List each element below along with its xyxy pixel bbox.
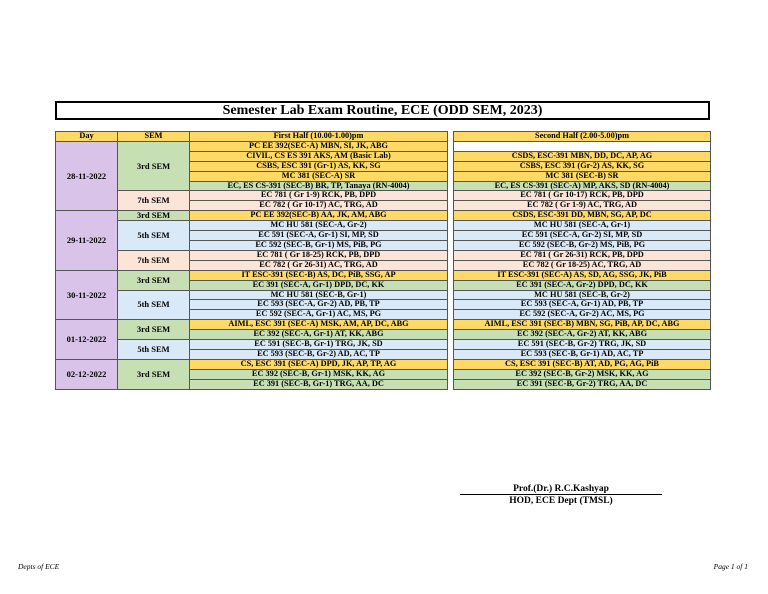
- first-half-cell: EC 392 (SEC-A, Gr-1) AT, KK, ABG: [190, 330, 448, 340]
- table-row: [56, 359, 711, 369]
- first-half-cell: PC EE 392(SEC-A) MBN, SI, JK, ABG: [190, 141, 448, 151]
- table-row: [56, 270, 711, 280]
- table-row: [56, 191, 711, 201]
- sem-cell: 3rd SEM: [118, 270, 190, 290]
- day-cell: 30-11-2022: [56, 270, 118, 320]
- second-half-cell: MC HU 581 (SEC-B, Gr-2): [454, 290, 711, 300]
- second-half-cell: EC 782 ( Gr 1-9) AC, TRG, AD: [454, 201, 711, 211]
- first-half-cell: MC 381 (SEC-A) SR: [190, 171, 448, 181]
- first-half-cell: EC 591 (SEC-B, Gr-1) TRG, JK, SD: [190, 340, 448, 350]
- second-half-cell: AIML, ESC 391 (SEC-B) MBN, SG, PiB, AP, DC, ABG: [454, 320, 711, 330]
- second-half-cell: MC 381 (SEC-B) SR: [454, 171, 711, 181]
- second-half-cell: EC 592 (SEC-B, Gr-2) MS, PiB, PG: [454, 240, 711, 250]
- header-day: Day: [56, 132, 118, 142]
- second-half-cell: EC 592 (SEC-A, Gr-2) AC, MS, PG: [454, 310, 711, 320]
- second-half-cell: [454, 141, 711, 151]
- table-row: [56, 141, 711, 151]
- second-half-cell: IT ESC-391 (SEC-A) AS, SD, AG, SSG, JK, PiB: [454, 270, 711, 280]
- table-row: [56, 250, 711, 260]
- sem-cell: 7th SEM: [118, 191, 190, 211]
- first-half-cell: EC 781 ( Gr 1-9) RCK, PB, DPD: [190, 191, 448, 201]
- first-half-cell: IT ESC-391 (SEC-B) AS, DC, PiB, SSG, AP: [190, 270, 448, 280]
- first-half-cell: EC 392 (SEC-B, Gr-1) MSK, KK, AG: [190, 369, 448, 379]
- second-half-cell: EC 591 (SEC-B, Gr-2) TRG, JK, SD: [454, 340, 711, 350]
- sem-cell: 3rd SEM: [118, 211, 190, 221]
- second-half-cell: CSDS, ESC-391 MBN, DD, DC, AP, AG: [454, 151, 711, 161]
- day-cell: 02-12-2022: [56, 359, 118, 389]
- routine-table: [55, 131, 711, 390]
- second-half-cell: EC 593 (SEC-B, Gr-1) AD, AC, TP: [454, 349, 711, 359]
- first-half-cell: EC 593 (SEC-B, Gr-2) AD, AC, TP: [190, 349, 448, 359]
- signatory-role: HOD, ECE Dept (TMSL): [509, 496, 613, 506]
- header-row: [56, 132, 711, 142]
- sem-cell: 3rd SEM: [118, 320, 190, 340]
- second-half-cell: EC 781 ( Gr 26-31) RCK, PB, DPD: [454, 250, 711, 260]
- sem-cell: 7th SEM: [118, 250, 190, 270]
- second-half-cell: EC 391 (SEC-B, Gr-2) TRG, AA, DC: [454, 379, 711, 389]
- second-half-cell: EC 781 ( Gr 10-17) RCK, PB, DPD: [454, 191, 711, 201]
- footer-page-number: Page 1 of 1: [713, 562, 748, 571]
- first-half-cell: PC EE 392(SEC-B) AA, JK, AM, ABG: [190, 211, 448, 221]
- table-row: [56, 290, 711, 300]
- first-half-cell: AIML, ESC 391 (SEC-A) MSK, AM, AP, DC, ABG: [190, 320, 448, 330]
- table-row: [56, 340, 711, 350]
- second-half-cell: EC 782 ( Gr 18-25) AC, TRG, AD: [454, 260, 711, 270]
- first-half-cell: EC 391 (SEC-B, Gr-1) TRG, AA, DC: [190, 379, 448, 389]
- signatory-name: Prof.(Dr.) R.C.Kashyap: [513, 484, 609, 494]
- header-first-half: First Half (10.00-1.00)pm: [190, 132, 448, 142]
- second-half-cell: EC 392 (SEC-B, Gr-2) MSK, KK, AG: [454, 369, 711, 379]
- second-half-cell: CS, ESC 391 (SEC-B) AT, AD, PG, AG, PiB: [454, 359, 711, 369]
- page-title: Semester Lab Exam Routine, ECE (ODD SEM, 2023): [55, 101, 710, 120]
- first-half-cell: EC, ES CS-391 (SEC-B) BR, TP, Tanaya (RN-4004): [190, 181, 448, 191]
- signature-line: [460, 494, 662, 495]
- first-half-cell: EC 781 ( Gr 18-25) RCK, PB, DPD: [190, 250, 448, 260]
- header-second-half: Second Half (2.00-5.00)pm: [454, 132, 711, 142]
- second-half-cell: MC HU 581 (SEC-A, Gr-1): [454, 221, 711, 231]
- table-row: [56, 320, 711, 330]
- sem-cell: 5th SEM: [118, 221, 190, 251]
- table-row: [56, 211, 711, 221]
- second-half-cell: EC 593 (SEC-A, Gr-1) AD, PB, TP: [454, 300, 711, 310]
- second-half-cell: EC 391 (SEC-A, Gr-2) DPD, DC, KK: [454, 280, 711, 290]
- footer-left: Depts of ECE: [18, 562, 60, 571]
- day-cell: 28-11-2022: [56, 141, 118, 210]
- first-half-cell: EC 592 (SEC-A, Gr-1) AC, MS, PG: [190, 310, 448, 320]
- sem-cell: 3rd SEM: [118, 359, 190, 389]
- day-cell: 29-11-2022: [56, 211, 118, 270]
- first-half-cell: MC HU 581 (SEC-B, Gr-1): [190, 290, 448, 300]
- second-half-cell: CSBS, ESC 391 (Gr-2) AS, KK, SG: [454, 161, 711, 171]
- first-half-cell: MC HU 581 (SEC-A, Gr-2): [190, 221, 448, 231]
- first-half-cell: EC 782 ( Gr 26-31) AC, TRG, AD: [190, 260, 448, 270]
- first-half-cell: EC 391 (SEC-A, Gr-1) DPD, DC, KK: [190, 280, 448, 290]
- sem-cell: 5th SEM: [118, 290, 190, 320]
- sem-cell: 3rd SEM: [118, 141, 190, 191]
- table-row: [56, 221, 711, 231]
- day-cell: 01-12-2022: [56, 320, 118, 360]
- first-half-cell: CS, ESC 391 (SEC-A) DPD, JK, AP, TP, AG: [190, 359, 448, 369]
- first-half-cell: CSBS, ESC 391 (Gr-1) AS, KK, SG: [190, 161, 448, 171]
- first-half-cell: EC 782 ( Gr 10-17) AC, TRG, AD: [190, 201, 448, 211]
- sem-cell: 5th SEM: [118, 340, 190, 360]
- second-half-cell: EC, ES CS-391 (SEC-A) MP, AKS, SD (RN-4004): [454, 181, 711, 191]
- first-half-cell: EC 591 (SEC-A, Gr-1) SI, MP, SD: [190, 231, 448, 241]
- second-half-cell: EC 591 (SEC-A, Gr-2) SI, MP, SD: [454, 231, 711, 241]
- second-half-cell: EC 392 (SEC-A, Gr-2) AT, KK, ABG: [454, 330, 711, 340]
- second-half-cell: CSDS, ESC-391 DD, MBN, SG, AP, DC: [454, 211, 711, 221]
- first-half-cell: EC 593 (SEC-A, Gr-2) AD, PB, TP: [190, 300, 448, 310]
- header-sem: SEM: [118, 132, 190, 142]
- first-half-cell: EC 592 (SEC-B, Gr-1) MS, PiB, PG: [190, 240, 448, 250]
- first-half-cell: CIVIL, CS ES 391 AKS, AM (Basic Lab): [190, 151, 448, 161]
